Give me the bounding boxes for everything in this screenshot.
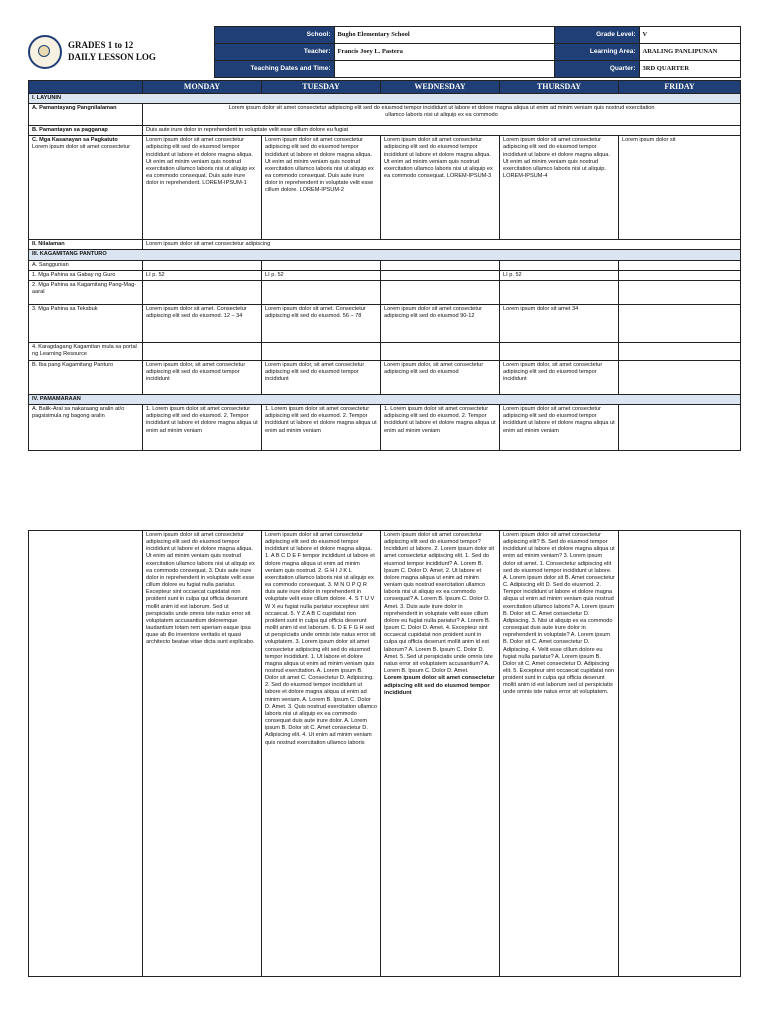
- kasanayan-tuesday: Lorem ipsum dolor sit amet consectetur adipiscing elit sed do eiusmod tempor incididunt ut labore et dolore magna aliqua. Ut enim ad minim veniam quis nostrud exercitation ullamco laboris nisi ut aliquip ex ea commodo consequat. Duis aute irure dolor in reprehenderit in voluptate velit esse cillum dolore. LOREM-IPSUM-2: [262, 136, 381, 240]
- cont-tuesday: Lorem ipsum dolor sit amet consectetur adipiscing elit sed do eiusmod tempor incididunt ut labore et dolore magna aliqua. 1. A B C D E F tempor incididunt ut labore et dolore magna aliqua ut enim ad minim veniam quis nostrud. 2. G H I J K L exercitation ullamco laboris nisi ut aliquip ex ea commodo consequat. 3. M N O P Q R duis aute irure dolor in reprehenderit in voluptate velit esse cillum dolore. 4. S T U V W X eu fugiat nulla pariatur excepteur sint occaecat. 5. Y Z A B C cupidatat non proident sunt in culpa qui officia deserunt mollit anim id est laborum. 6. D E F G H sed ut perspiciatis unde omnis iste natus error sit voluptatem. 3. Lorem ipsum dolor sit amet consectetur adipiscing elit sed do eiusmod tempor incididunt. 1. Ut labore et dolore magna aliqua ut enim ad minim veniam quis nostrud exercitation. A. Lorem ipsum B. Dolor sit amet C. Consectetur D. Adipiscing. 2. Sed do eiusmod tempor incididunt ut labore et dolore magna aliqua ut enim ad minim veniam. A. Lorem B. Ipsum C. Dolor D. Amet. 3. Quis nostrud exercitation ullamco laboris nisi ut aliquip ex ea commodo consequat duis aute irure dolor. A. Lorem ipsum B. Dolor sit C. Amet consectetur D. Adipiscing elit. 4. Ut enim ad minim veniam quis nostrud exercitation ullamco laboris: [262, 531, 381, 977]
- row-label-iba: B. Iba pang Kagamitang Panturo: [29, 360, 143, 394]
- cont-wednesday-footer: Lorem ipsum dolor sit amet consectetur adipiscing elit sed do eiusmod tempor incididunt: [384, 675, 495, 696]
- row-label-karagdagang: 4. Karagdagang Kagamitan mula sa portal ng Learning Resource: [29, 342, 143, 360]
- kasanayan-wednesday: Lorem ipsum dolor sit amet consectetur adipiscing elit sed do eiusmod tempor incididunt ut labore et dolore magna aliqua. Ut enim ad minim veniam quis nostrud exercitation ullamco laboris nisi ut aliquip ex ea commodo consequat. LOREM-IPSUM-3: [381, 136, 500, 240]
- gabay-friday: [619, 270, 741, 280]
- quarter-value: 3RD QUARTER: [639, 61, 740, 78]
- section-pamamaraan: IV. PAMAMARAAN: [29, 394, 741, 404]
- day-header-thursday: THURSDAY: [500, 81, 619, 94]
- cont-wednesday-text: Lorem ipsum dolor sit amet consectetur adipiscing elit sed do eiusmod tempor? Incididunt ut labore. 2. Lorem ipsum dolor sit amet consectetur adipiscing elit. 1. Sed do eiusmod tempor incididunt? A. Lorem B. Ipsum C. Dolor D. Amet. 2. Ut labore et dolore magna aliqua ut enim ad minim veniam quis nostrud exercitation ullamco laboris nisi ut aliquip ex ea commodo consequat? A. Lorem B. Ipsum C. Dolor D. Amet. 3. Duis aute irure dolor in reprehenderit in voluptate velit esse cillum dolore eu fugiat nulla pariatur? A. Lorem B. Ipsum C. Dolor D. Amet. 4. Excepteur sint occaecat cupidatat non proident sunt in culpa qui officia deserunt mollit anim id est laborum? A. Lorem B. Ipsum C. Dolor D. Amet. 5. Sed ut perspiciatis unde omnis iste natus error sit voluptatem accusantium? A. Lorem B. Ipsum C. Dolor D. Amet.: [384, 532, 495, 674]
- iba-tuesday: Lorem ipsum dolor, sit amet consectetur adipiscing elit sed do eiusmod tempor incididunt: [262, 360, 381, 394]
- gabay-wednesday: [381, 270, 500, 280]
- dates-value: [334, 61, 554, 78]
- grade-label: Grade Level:: [554, 27, 639, 44]
- title-line-2: DAILY LESSON LOG: [68, 52, 156, 62]
- gabay-thursday: LI p. 52: [500, 270, 619, 280]
- day-header-monday: MONDAY: [143, 81, 262, 94]
- lesson-log-page-2: [28, 530, 740, 977]
- row-label-gabay: 1. Mga Pahina sa Gabay ng Guro: [29, 270, 143, 280]
- header-table: [28, 26, 741, 78]
- pangnilalaman-line-1: Lorem ipsum dolor sit amet consectetur adipiscing elit sed do eiusmod tempor incididunt ut labore et dolore magna aliqua ut enim ad minim veniam quis nostrud exercitation: [228, 105, 655, 112]
- balik-wednesday: 1. Lorem ipsum dolor sit amet consectetur adipiscing elit sed do eiusmod. 2. Tempor incididunt ut labore et dolore magna aliqua ut enim ad minim veniam: [381, 405, 500, 451]
- balik-thursday: Lorem ipsum dolor sit amet consectetur adipiscing elit sed do eiusmod tempor incididunt ut labore et dolore magna aliqua ut enim ad minim veniam: [500, 405, 619, 451]
- iba-wednesday: Lorem ipsum dolor, sit amet consectetur adipiscing elit sed do eiusmod: [381, 360, 500, 394]
- teksbuk-thursday: Lorem ipsum dolor sit amet 34: [500, 304, 619, 342]
- teksbuk-friday: [619, 304, 741, 342]
- cont-friday: [619, 531, 741, 977]
- gabay-monday: LI p. 52: [143, 270, 262, 280]
- dates-label: Teaching Dates and Time:: [214, 61, 334, 78]
- day-header-friday: FRIDAY: [619, 81, 741, 94]
- lesson-table: [28, 80, 741, 451]
- cont-thursday: Lorem ipsum dolor sit amet consectetur adipiscing elit? B. Sed do eiusmod tempor incididunt ut labore et dolore magna aliqua ut enim ad minim veniam? 3. Lorem ipsum dolor sit amet. 1. Consectetur adipiscing elit sed do eiusmod tempor incididunt ut labore. A. Lorem ipsum dolor sit B. Amet consectetur C. Adipiscing elit D. Sed do eiusmod. 2. Tempor incididunt ut labore et dolore magna aliqua ut enim ad minim veniam quis nostrud exercitation ullamco laboris? A. Lorem ipsum B. Dolor sit C. Amet consectetur D. Adipiscing. 3. Nisi ut aliquip ex ea commodo consequat duis aute irure dolor in reprehenderit in voluptate? A. Lorem ipsum B. Dolor sit C. Amet consectetur D. Adipiscing. 4. Velit esse cillum dolore eu fugiat nulla pariatur? A. Lorem ipsum B. Dolor sit C. Amet consectetur D. Adipiscing elit. 5. Excepteur sint occaecat cupidatat non proident sunt in culpa qui officia deserunt mollit anim id est laborum sed ut perspiciatis unde omnis iste natus error sit voluptatem.: [500, 531, 619, 977]
- row-label-kasanayan: [29, 136, 143, 240]
- school-value: Bugho Elementary School: [334, 27, 554, 44]
- kasanayan-friday: Lorem ipsum dolor sit: [619, 136, 741, 240]
- kasanayan-thursday: Lorem ipsum dolor sit amet consectetur adipiscing elit sed do eiusmod tempor incididunt ut labore et dolore magna aliqua. Ut enim ad minim veniam quis nostrud exercitation ullamco laboris nisi ut aliquip. LOREM-IPSUM-4: [500, 136, 619, 240]
- teksbuk-monday: Lorem ipsum dolor sit amet. Consectetur adipiscing elit sed do eiusmod. 12 – 34: [143, 304, 262, 342]
- grade-value: V: [639, 27, 740, 44]
- area-value: ARALING PANLIPUNAN: [639, 44, 740, 61]
- row-label-sanggunian: A. Sanggunian: [29, 260, 143, 270]
- teksbuk-wednesday: Lorem ipsum dolor sit amet consectetur adipiscing elit sed do eiusmod 90-12: [381, 304, 500, 342]
- row-label-kagamitang-pang: 2. Mga Pahina sa Kagamitang Pang-Mag-aaral: [29, 280, 143, 304]
- gabay-tuesday: LI p. 52: [262, 270, 381, 280]
- day-header-wednesday: WEDNESDAY: [381, 81, 500, 94]
- deped-seal-icon: [28, 35, 62, 69]
- continuation-table: [28, 530, 741, 977]
- iba-monday: Lorem ipsum dolor, sit amet consectetur adipiscing elit sed do eiusmod tempor incididunt: [143, 360, 262, 394]
- cont-wednesday: [381, 531, 500, 977]
- title-line-1: GRADES 1 to 12: [68, 40, 134, 51]
- brand-block: [28, 27, 214, 78]
- cont-label-cell: [29, 531, 143, 977]
- section-layunin: I. LAYUNIN: [29, 94, 741, 104]
- balik-tuesday: 1. Lorem ipsum dolor sit amet consectetur adipiscing elit sed do eiusmod. 2. Tempor incididunt ut labore et dolore magna aliqua ut enim ad minim veniam: [262, 405, 381, 451]
- section-kagamitan: III. KAGAMITANG PANTURO: [29, 250, 741, 260]
- cont-monday: Lorem ipsum dolor sit amet consectetur adipiscing elit sed do eiusmod tempor incididunt ut labore et dolore magna aliqua. Ut enim ad minim veniam quis nostrud exercitation ullamco laboris nisi ut aliquip ex ea commodo consequat. 3. Duis aute irure dolor in reprehenderit in voluptate velit esse cillum dolore eu fugiat nulla pariatur. Excepteur sint occaecat cupidatat non proident sunt in culpa qui officia deserunt mollit anim id est laborum. Sed ut perspiciatis unde omnis iste natus error sit voluptatem accusantium doloremque laudantium totam rem aperiam eaque ipsa quae ab illo inventore veritatis et quasi architecto beatae vitae dicta sunt explicabo.: [143, 531, 262, 977]
- pangnilalaman-text: [143, 104, 741, 126]
- iba-thursday: Lorem ipsum dolor, sit amet consectetur adipiscing elit sed do eiusmod tempor incididunt: [500, 360, 619, 394]
- day-header-tuesday: TUESDAY: [262, 81, 381, 94]
- row-label-pangnilalaman: A. Pamantayang Pangnilalaman: [29, 104, 143, 126]
- kasanayan-label: C. Mga Kasanayan sa Pagkatuto: [32, 137, 118, 144]
- row-label-pagganap: B. Pamantayan sa pagganap: [29, 126, 143, 136]
- balik-monday: 1. Lorem ipsum dolor sit amet consectetur adipiscing elit sed do eiusmod. 2. Tempor incididunt ut labore et dolore magna aliqua ut enim ad minim veniam: [143, 405, 262, 451]
- day-header-empty: [29, 81, 143, 94]
- row-label-teksbuk: 3. Mga Pahina sa Teksbuk: [29, 304, 143, 342]
- school-label: School:: [214, 27, 334, 44]
- kasanayan-monday: Lorem ipsum dolor sit amet consectetur adipiscing elit sed do eiusmod tempor incididunt ut labore et dolore magna aliqua. Ut enim ad minim veniam quis nostrud exercitation ullamco laboris nisi ut aliquip ex ea commodo consequat. Duis aute irure dolor in reprehenderit. LOREM-IPSUM-1: [143, 136, 262, 240]
- quarter-label: Quarter:: [554, 61, 639, 78]
- iba-friday: [619, 360, 741, 394]
- teacher-value: Francis Joey L. Pastera: [334, 44, 554, 61]
- teksbuk-tuesday: Lorem ipsum dolor sit amet. Consectetur adipiscing elit sed do eiusmod. 56 – 78: [262, 304, 381, 342]
- lesson-log-page-1: [28, 26, 740, 451]
- area-label: Learning Area:: [554, 44, 639, 61]
- row-label-balik: A. Balik-Aral sa nakaraang aralin at/o pagsisimula ng bagong aralin: [29, 405, 143, 451]
- pagganap-text: Duis aute irure dolor in reprehenderit in voluptate velit esse cillum dolore eu fugiat: [143, 126, 741, 136]
- balik-friday: [619, 405, 741, 451]
- kasanayan-sub: Lorem ipsum dolor sit amet consectetur: [32, 144, 130, 151]
- nilalaman-text: Lorem ipsum dolor sit amet consectetur adipiscing: [143, 240, 741, 250]
- teacher-label: Teacher:: [214, 44, 334, 61]
- pangnilalaman-line-2: ullamco laboris nisi ut aliquip ex ea commodo: [385, 112, 498, 119]
- row-label-nilalaman: II. Nilalaman: [29, 240, 143, 250]
